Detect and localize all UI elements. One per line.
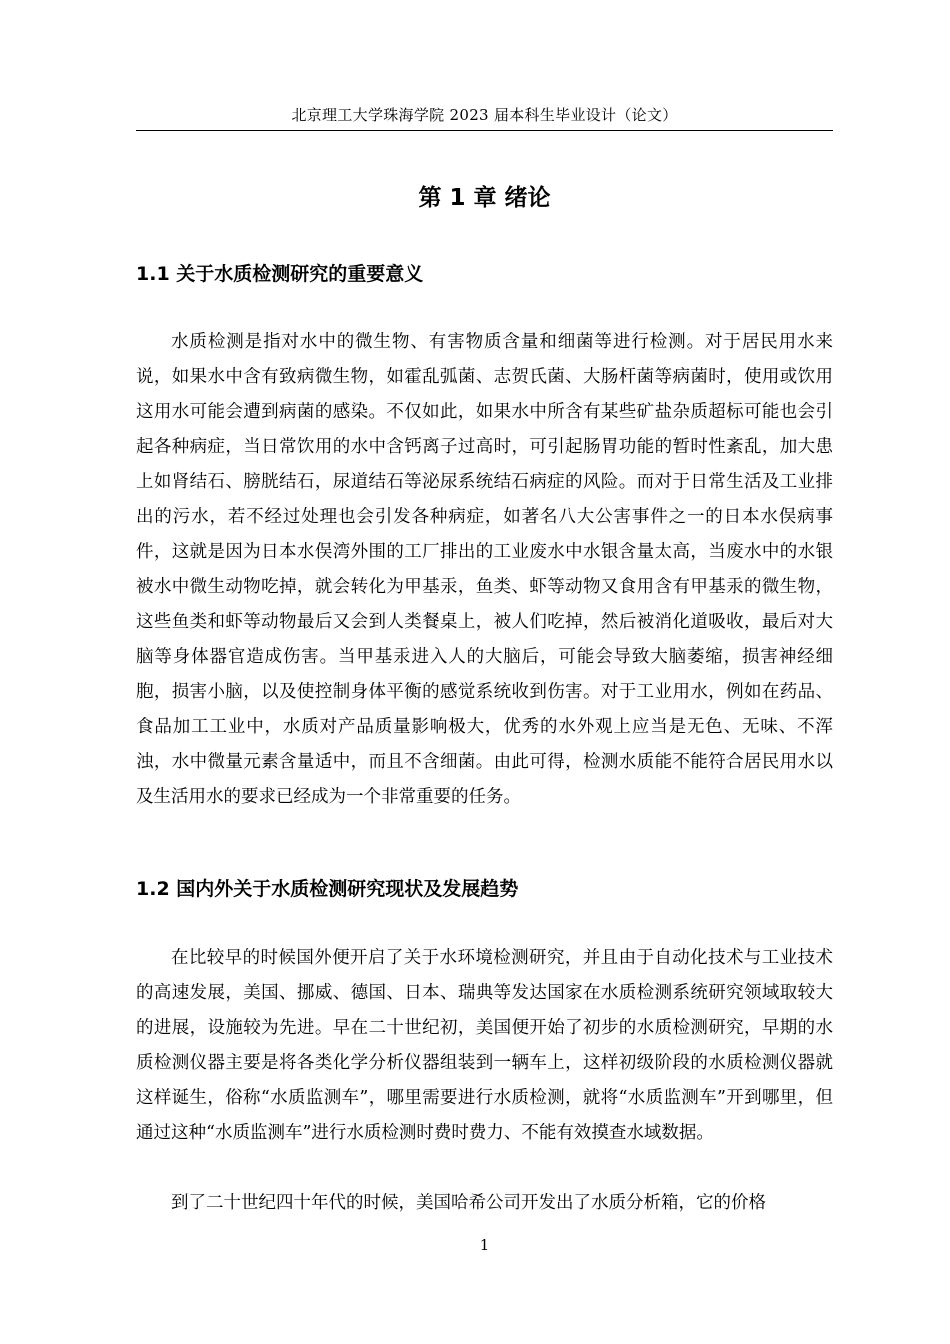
paragraph-1-2-1: 在比较早的时候国外便开启了关于水环境检测研究，并且由于自动化技术与工业技术的高速发展，美国、挪威、德国、日本、瑞典等发达国家在水质检测系统研究领域取较大的进展，设施较为先进。早在二十世纪初，美国便开始了初步的水质检测研究，早期的水质检测仪器主要是将各类化学分析仪器组装到一辆车上，这样初级阶段的水质检测仪器就这样诞生，俗称“水质监测车”，哪里需要进行水质检测，就将“水质监测车”开到哪里，但通过这种“水质监测车”进行水质检测时费时费力、不能有效摸查水域数据。 xyxy=(136,948,833,1143)
paragraph-1-1-1: 水质检测是指对水中的微生物、有害物质含量和细菌等进行检测。对于居民用水来说，如果水中含有致病微生物，如霍乱弧菌、志贺氏菌、大肠杆菌等病菌时，使用或饮用这用水可能会遭到病菌的感染。不仅如此，如果水中所含有某些矿盐杂质超标可能也会引起各种病症，当日常饮用的水中含钙离子过高时，可引起肠胃功能的暂时性紊乱，加大患上如肾结石、膀胱结石，尿道结石等泌尿系统结石病症的风险。而对于日常生活及工业排出的污水，若不经过处理也会引发各种病症，如著名八大公害事件之一的日本水俣病事件，这就是因为日本水俣湾外围的工厂排出的工业废水中水银含量太高，当废水中的水银被水中微生动物吃掉，就会转化为甲基汞，鱼类、虾等动物又食用含有甲基汞的微生物，这些鱼类和虾等动物最后又会到人类餐桌上，被人们吃掉，然后被消化道吸收，最后对大脑等身体器官造成伤害。当甲基汞进入人的大脑后，可能会导致大脑萎缩，损害神经细胞，损害小脑，以及使控制身体平衡的感觉系统收到伤害。对于工业用水，例如在药品、食品加工工业中，水质对产品质量影响极大，优秀的水外观上应当是无色、无味、不浑浊，水中微量元素含量适中，而且不含细菌。由此可得，检测水质能不能符合居民用水以及生活用水的要求已经成为一个非常重要的任务。 xyxy=(136,332,833,807)
section-title-1-1: 1.1 关于水质检测研究的重要意义 xyxy=(136,263,424,285)
page-number: 1 xyxy=(479,1236,490,1254)
paragraph-1-2-2: 到了二十世纪四十年代的时候，美国哈希公司开发出了水质分析箱，它的价格 xyxy=(171,1193,766,1213)
chapter-title: 第 1 章 绪论 xyxy=(418,185,551,211)
header-rule xyxy=(136,130,833,131)
running-header: 北京理工大学珠海学院 2023 届本科生毕业设计（论文） xyxy=(291,106,678,124)
section-title-1-2: 1.2 国内外关于水质检测研究现状及发展趋势 xyxy=(136,878,519,900)
